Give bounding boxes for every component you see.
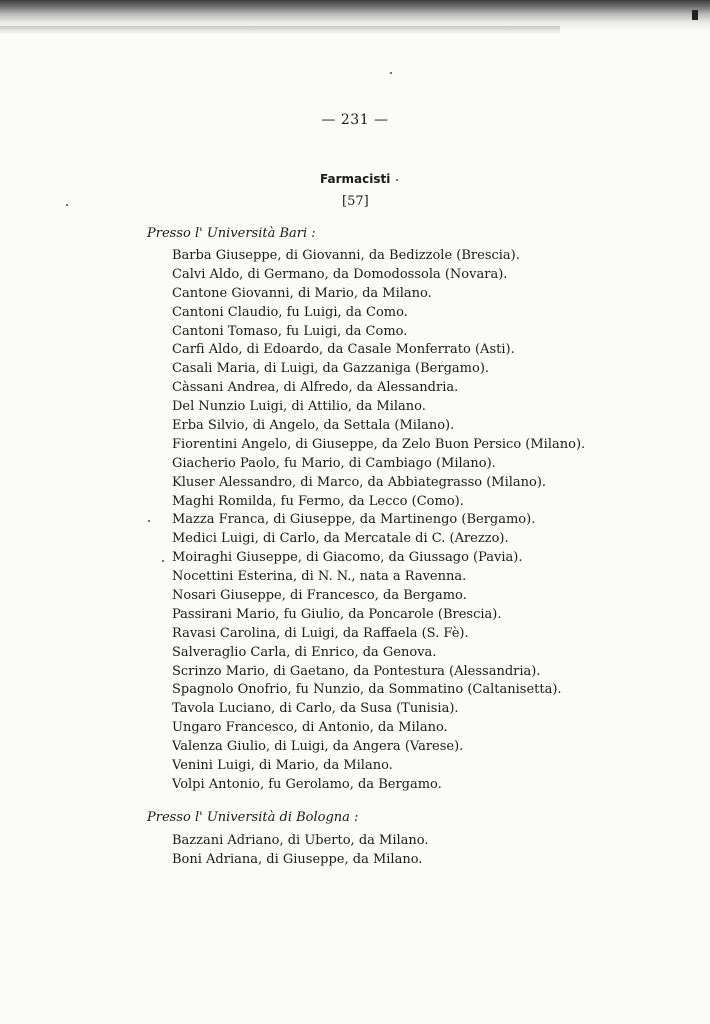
graduate-entry: Nocettini Esterina, di N. N., nata a Ravenna. [172, 569, 467, 585]
graduate-entry: Cantoni Claudio, fu Luigi, da Como. [172, 304, 408, 320]
graduate-entry: Salveraglio Carla, di Enrico, da Genova. [172, 644, 437, 660]
graduate-entry: Maghi Romilda, fu Fermo, da Lecco (Como). [172, 493, 464, 509]
university-heading-bologna: Presso l' Università di Bologna : [147, 810, 359, 825]
graduate-entry: Cantoni Tomaso, fu Luigi, da Como. [172, 323, 408, 339]
scan-speck [396, 179, 398, 181]
graduate-entry: Moiraghi Giuseppe, di Giacomo, da Giussago (Pavia). [172, 550, 523, 566]
graduate-entry: Barba Giuseppe, di Giovanni, da Bedizzole (Brescia). [172, 248, 520, 263]
graduate-entry: Carfi Aldo, di Edoardo, da Casale Monferrato (Asti). [172, 342, 515, 358]
graduate-entry: Càssani Andrea, di Alfredo, da Alessandria. [172, 380, 459, 396]
graduate-entry: Boni Adriana, di Giuseppe, da Milano. [172, 851, 423, 867]
graduate-entry: Nosari Giuseppe, di Francesco, da Bergamo. [172, 588, 467, 604]
graduate-entry: Venini Luigi, di Mario, da Milano. [172, 758, 393, 774]
graduate-entry: Mazza Franca, di Giuseppe, da Martinengo (Bergamo). [172, 512, 536, 528]
graduate-entry: Scrinzo Mario, di Gaetano, da Pontestura (Alessandria). [172, 663, 541, 679]
graduate-entry: Bazzani Adriano, di Uberto, da Milano. [172, 833, 429, 848]
graduate-entry: Ungaro Francesco, di Antonio, da Milano. [172, 720, 448, 736]
university-heading-bari: Presso l' Università Bari : [147, 226, 316, 241]
graduate-entry: Valenza Giulio, di Luigi, da Angera (Varese). [172, 739, 464, 755]
section-count: [57] [342, 194, 369, 209]
scan-speck [162, 560, 164, 562]
scan-speck [66, 204, 68, 206]
graduate-entry: Cantone Giovanni, di Mario, da Milano. [172, 285, 432, 301]
graduate-entry: Del Nunzio Luigi, di Attilio, da Milano. [172, 399, 426, 415]
graduate-entry: Casali Maria, di Luigi, da Gazzaniga (Bergamo). [172, 361, 490, 377]
graduate-entry: Giacherio Paolo, fu Mario, di Cambiago (Milano). [172, 455, 496, 471]
graduate-list-bologna [172, 832, 429, 870]
graduate-entry: Spagnolo Onofrio, fu Nunzio, da Sommatino (Caltanisetta). [172, 682, 562, 698]
scan-speck [390, 72, 392, 74]
scan-streak [0, 26, 560, 34]
graduate-entry: Ravasi Carolina, di Luigi, da Raffaela (S. Fè). [172, 625, 469, 641]
graduate-entry: Erba Silvio, di Angelo, da Settala (Milano). [172, 418, 455, 434]
graduate-entry: Calvi Aldo, di Germano, da Domodossola (Novara). [172, 266, 508, 282]
graduate-entry: Kluser Alessandro, di Marco, da Abbiategrasso (Milano). [172, 474, 547, 490]
page-number: — 231 — [321, 112, 389, 128]
graduate-entry: Medici Luigi, di Carlo, da Mercatale di C. (Arezzo). [172, 531, 509, 547]
graduate-entry: Tavola Luciano, di Carlo, da Susa (Tunisia). [172, 701, 459, 717]
graduate-list-bari [172, 247, 585, 795]
section-title: Farmacisti [320, 172, 391, 186]
graduate-entry: Fiorentini Angelo, di Giuseppe, da Zelo Buon Persico (Milano). [172, 436, 586, 452]
graduate-entry: Passirani Mario, fu Giulio, da Poncarole (Brescia). [172, 606, 502, 622]
graduate-entry: Volpi Antonio, fu Gerolamo, da Bergamo. [172, 776, 442, 792]
scan-speck [148, 520, 150, 522]
scan-mark [692, 10, 698, 20]
